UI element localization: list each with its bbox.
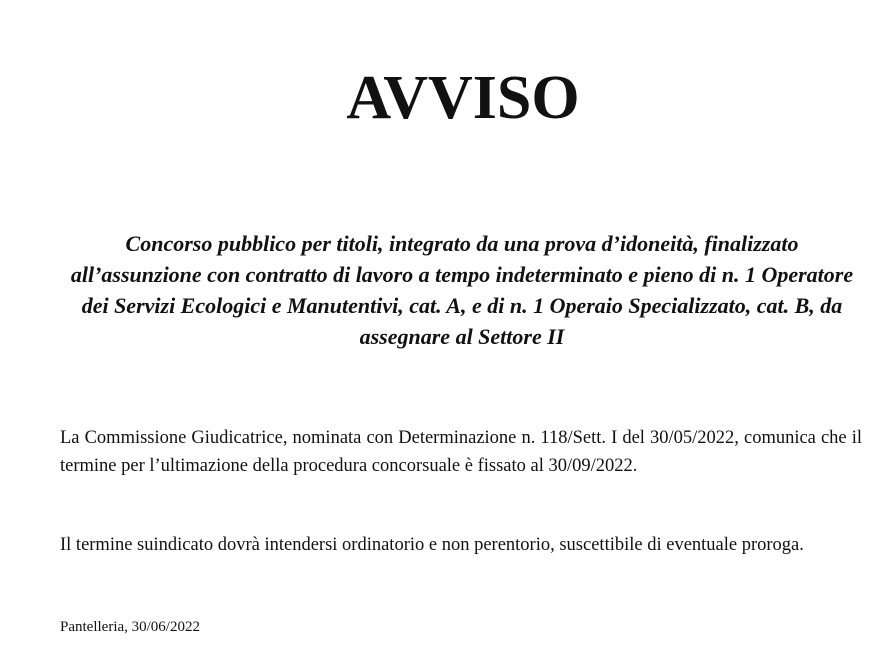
- body-paragraph-deadline: Il termine suindicato dovrà intendersi ordinatorio e non perentorio, suscettibile di eventuale proroga.: [60, 535, 804, 555]
- document-title: AVVISO: [346, 64, 580, 132]
- place-and-date: Pantelleria, 30/06/2022: [60, 619, 200, 635]
- document-subject: Concorso pubblico per titoli, integrato da una prova d’idoneità, finalizzato all’assunzione con contratto di lavoro a tempo indeterminato e pieno di n. 1 Operatore dei Servizi Ecologici e Manutentivi, cat. A, e di n. 1 Operaio Specializzato, cat. B, da assegnare al Settore II: [70, 231, 854, 349]
- body-paragraph-commission: La Commissione Giudicatrice, nominata con Determinazione n. 118/Sett. I del 30/05/2022, comunica che il termine per l’ultimazione della procedura concorsuale è fissato al 30/09/2022.: [60, 428, 862, 476]
